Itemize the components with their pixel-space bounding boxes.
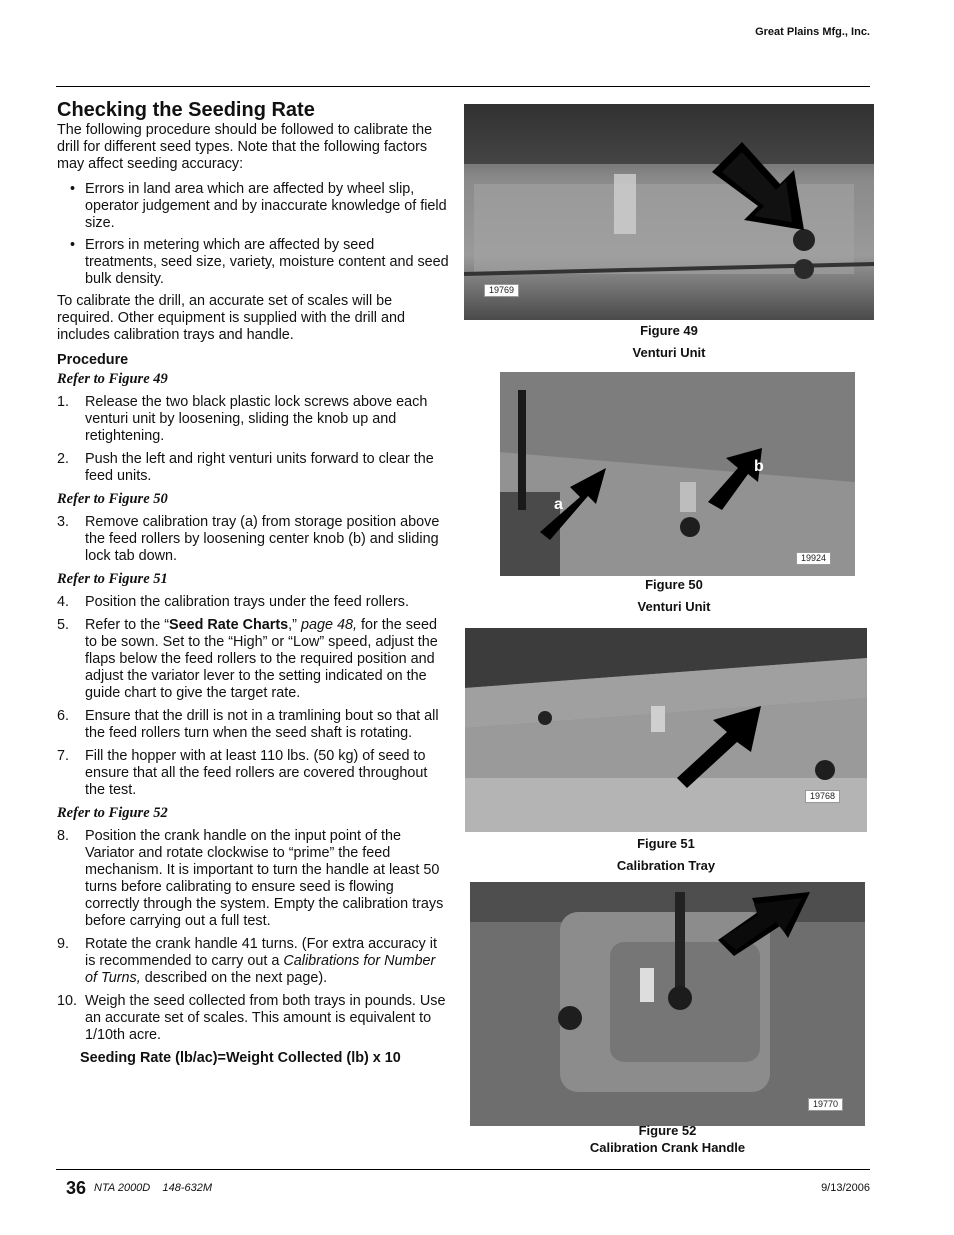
- figure-51-photo: [465, 628, 867, 832]
- photo-id: 19770: [808, 1098, 843, 1111]
- footer-date: 9/13/2006: [821, 1182, 870, 1194]
- factors-list: [57, 181, 449, 288]
- figure-52-number: Figure 52: [638, 1123, 697, 1138]
- step-number: 6.: [57, 708, 70, 724]
- figure-49-photo: [464, 104, 874, 320]
- step-number: 7.: [57, 748, 70, 764]
- figure-50-caption: Venturi Unit: [637, 599, 711, 614]
- step-item: [57, 828, 449, 930]
- step-item: [57, 394, 449, 445]
- step-text: [85, 936, 437, 986]
- step-number: 1.: [57, 394, 70, 410]
- company-name: Great Plains Mfg., Inc.: [755, 26, 870, 38]
- step-text: Weigh the seed collected from both trays in pounds. Use an accurate set of scales. This amount is equivalent to 1/10th acre.: [85, 993, 446, 1043]
- figure-reference: Refer to Figure 49: [57, 371, 168, 387]
- step-text: Position the calibration trays under the feed rollers.: [85, 594, 409, 610]
- step-item: [57, 748, 449, 799]
- figure-51-number: Figure 51: [637, 836, 695, 851]
- step-item: [57, 594, 449, 611]
- step-item: [57, 993, 449, 1044]
- calibrations-link[interactable]: Calibrations for Number of Turns,: [85, 953, 436, 986]
- figure-reference: Refer to Figure 50: [57, 491, 168, 507]
- callout-b: b: [754, 458, 764, 475]
- page-number: 36: [66, 1178, 87, 1198]
- intro-paragraph: The following procedure should be followed to calibrate the drill for different seed types. Note that the following factors may affect seeding accuracy:: [57, 122, 433, 172]
- step-text: Ensure that the drill is not in a tramlining bout so that all the feed rollers turn when the seed shaft is rotating.: [85, 708, 439, 741]
- step-text: Fill the hopper with at least 110 lbs. (50 kg) of seed to ensure that all the feed rollers are covered throughout the test.: [85, 748, 428, 798]
- step-number: 3.: [57, 514, 70, 530]
- step-item: [57, 451, 449, 485]
- photo-id: 19769: [484, 284, 519, 297]
- list-item: • Errors in land area which are affected by wheel slip, operator judgement and by inaccurate knowledge of field size.: [57, 181, 449, 232]
- footer-rule: [56, 1169, 870, 1170]
- footer-model: [94, 1182, 212, 1194]
- step-number: 8.: [57, 828, 70, 844]
- step-item: [57, 936, 449, 987]
- step-text-part: described on the next page).: [140, 970, 328, 986]
- callout-a: a: [554, 496, 563, 513]
- figure-51-caption: Calibration Tray: [616, 858, 716, 873]
- seeding-rate-formula: Seeding Rate (lb/ac)=Weight Collected (lb) x 10: [80, 1050, 401, 1066]
- model-name: NTA 2000D: [94, 1182, 151, 1194]
- calibration-paragraph: To calibrate the drill, an accurate set of scales will be required. Other equipment is supplied with the drill and includes calibration trays and handle.: [57, 293, 405, 343]
- steps-list: [57, 828, 449, 1044]
- step-text: [85, 617, 438, 701]
- step-text-part: Refer to the “: [85, 617, 169, 633]
- photo-id: 19924: [796, 552, 831, 565]
- step-text: Release the two black plastic lock screws above each venturi unit by loosening, sliding the knob up and retightening.: [85, 394, 428, 444]
- step-number: 10.: [57, 993, 78, 1009]
- figure-52-photo: [470, 882, 865, 1126]
- step-item: [57, 617, 449, 702]
- step-number: 4.: [57, 594, 70, 610]
- step-item: [57, 708, 449, 742]
- figure-reference: Refer to Figure 52: [57, 805, 168, 821]
- list-item: • Errors in metering which are affected by seed treatments, seed size, variety, moisture content and seed bulk density.: [57, 237, 449, 288]
- figure-49-number: Figure 49: [640, 323, 698, 338]
- step-number: 5.: [57, 617, 70, 633]
- step-text: Remove calibration tray (a) from storage position above the feed rollers by loosening center knob (b) and sliding lock tab down.: [85, 514, 440, 564]
- part-number: 148-632M: [162, 1182, 213, 1194]
- page-reference[interactable]: page 48,: [300, 617, 357, 633]
- step-number: 2.: [57, 451, 70, 467]
- steps-list: [57, 594, 449, 799]
- figure-50-number: Figure 50: [645, 577, 703, 592]
- procedure-heading: Procedure: [57, 352, 129, 368]
- steps-list: [57, 514, 449, 565]
- photo-id: 19768: [805, 790, 840, 803]
- section-title: Checking the Seeding Rate: [57, 99, 315, 121]
- figure-reference: Refer to Figure 51: [57, 571, 168, 587]
- figure-49-caption: Venturi Unit: [632, 345, 706, 360]
- step-text: Push the left and right venturi units forward to clear the feed units.: [85, 451, 434, 484]
- figure-50-photo: [500, 372, 855, 576]
- step-text-part: for the seed to be sown. Set to the “High” or “Low” speed, adjust the flaps below the feed rollers to the required position and adjust the variator lever to the setting indicated on the guide chart to give the target rate.: [85, 617, 438, 701]
- steps-list: [57, 394, 449, 485]
- header-rule: [56, 86, 870, 87]
- step-item: [57, 514, 449, 565]
- step-text: Position the crank handle on the input point of the Variator and rotate clockwise to “prime” the feed mechanism. It is important to turn the handle at least 50 turns before calibrating to ensure seed is flowing correctly through the system. Empty the calibration trays before carrying out a full test.: [85, 828, 444, 929]
- step-text-part: ,”: [288, 617, 301, 633]
- figure-52-caption: Calibration Crank Handle: [589, 1140, 746, 1155]
- text-column: [57, 98, 449, 1067]
- step-text-part: Rotate the crank handle 41 turns. (For extra accuracy it is recommended to carry out a: [85, 936, 437, 969]
- step-number: 9.: [57, 936, 70, 952]
- seed-rate-charts-link[interactable]: Seed Rate Charts: [168, 617, 289, 633]
